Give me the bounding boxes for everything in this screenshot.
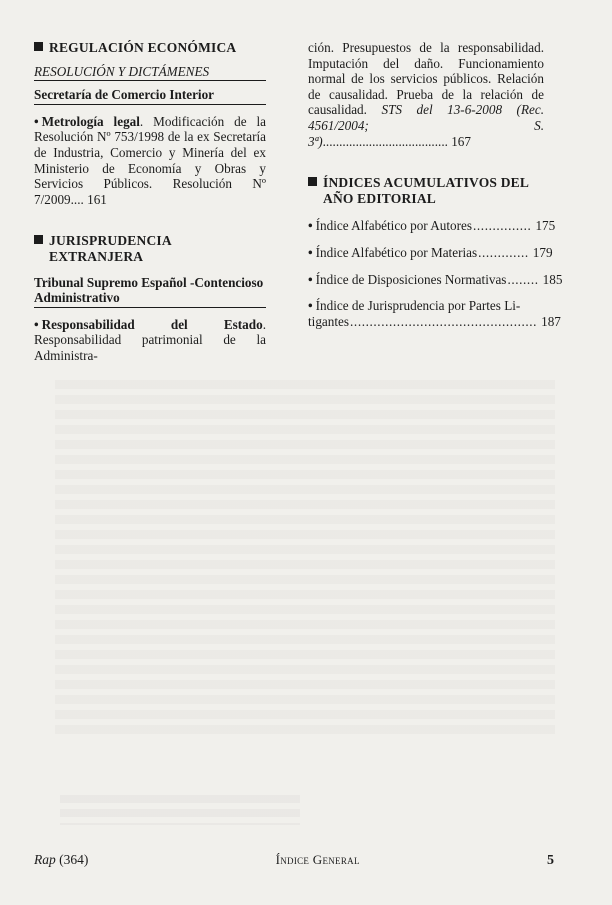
toc-page-number: 179	[532, 244, 553, 260]
subheading-resolucion: RESOLUCIÓN Y DICTÁMENES	[34, 64, 266, 82]
bullet-dot-icon: •	[308, 244, 313, 260]
toc-entry-materias: • Índice Alfabético por Materias ............. 179	[308, 244, 553, 260]
toc-entry-disposiciones: • Índice de Disposiciones Normativas ........ 185	[308, 271, 563, 287]
bullet-dot-icon: •	[34, 113, 39, 129]
entry-text: . Responsabilidad patrimonial de la Administra-	[34, 316, 266, 363]
entry-text: . Modificación de la Resolución Nº 753/1998 de la ex Secretaría de Industria, Comercio y Minería del ex Ministerio de Economía y Obras y Servicios Públicos. Resolución Nº 7/2009.... 161	[34, 113, 266, 207]
square-bullet-icon	[34, 42, 43, 51]
leader-dots: ......................................	[322, 133, 448, 149]
subheading-secretaria: Secretaría de Comercio Interior	[34, 87, 266, 105]
bleed-through-texture	[55, 380, 555, 740]
case-citation: STS del 13-6-2008 (Rec. 4561/2004; S. 3ª)	[308, 102, 545, 149]
entry-title: Metrología legal	[41, 113, 140, 129]
index-entry-metrologia	[34, 114, 266, 208]
page-footer	[34, 852, 554, 869]
section-heading-indices: ÍNDICES ACUMULATIVOS DEL AÑO EDITORIAL	[308, 175, 544, 206]
footer-page-number: 5	[546, 853, 554, 868]
bullet-dot-icon: •	[34, 316, 39, 332]
subheading-tribunal: Tribunal Supremo Español -Contencioso Administrativo	[34, 275, 266, 308]
toc-entry-jurisprudencia: • Índice de Jurisprudencia por Partes Li- tigantes ................................................ 187	[308, 298, 561, 329]
entry-page-number: 167	[451, 133, 471, 149]
toc-entry-autores: • Índice Alfabético por Autores ............... 175	[308, 218, 556, 234]
left-column	[34, 40, 266, 364]
toc-page-number: 185	[542, 271, 563, 287]
bullet-dot-icon: •	[308, 218, 313, 234]
bleed-through-footnote-texture	[60, 795, 300, 825]
bullet-dot-icon: •	[308, 271, 313, 287]
right-column	[308, 40, 563, 340]
footer-section-title: Índice General	[275, 852, 360, 867]
index-entry-continued: ción. Presupuestos de la responsabilidad. Imputación del daño. Funcionamiento normal de los servicios públicos. Relación de causalidad. Prueba de la relación de causalidad. STS del 13-6-2008 (Rec. 4561/2004; S. 3ª)...................................... 167	[308, 40, 545, 149]
toc-page-number: 175	[535, 218, 556, 234]
toc-page-number: 187	[541, 313, 561, 329]
section-heading-regulacion: REGULACIÓN ECONÓMICA	[34, 40, 266, 56]
index-entry-responsabilidad	[34, 317, 266, 364]
section-heading-jurisprudencia: JURISPRUDENCIA EXTRANJERA	[34, 233, 266, 264]
square-bullet-icon	[308, 177, 317, 186]
square-bullet-icon	[34, 235, 43, 244]
entry-title: Responsabilidad del Estado	[41, 316, 263, 332]
bullet-dot-icon: •	[308, 298, 313, 314]
footer-journal: Rap (364)	[34, 852, 89, 867]
